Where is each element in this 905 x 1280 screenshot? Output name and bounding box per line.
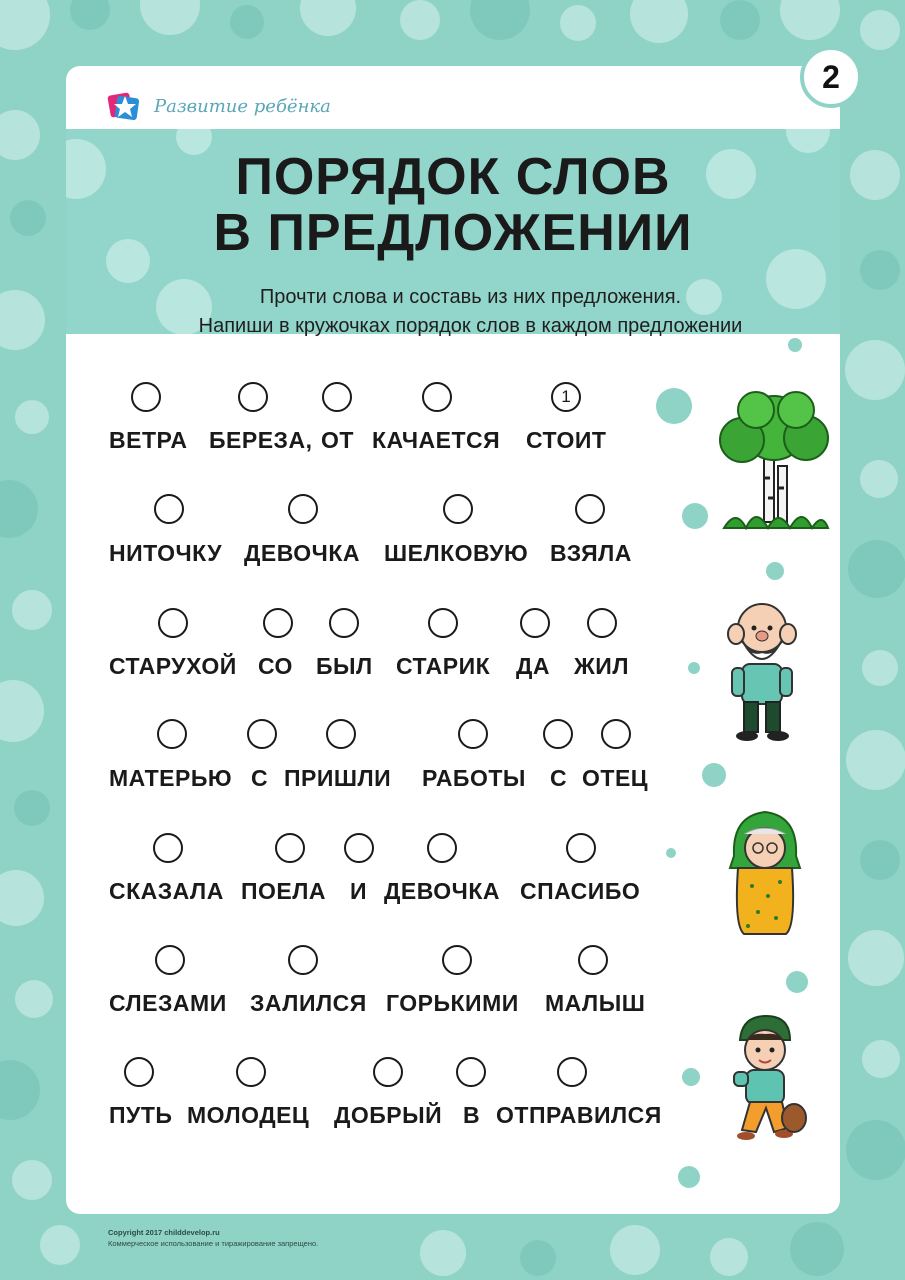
title-line-2: В ПРЕДЛОЖЕНИИ <box>213 204 693 262</box>
decor-dot <box>786 971 808 993</box>
word: ПРИШЛИ <box>284 765 392 791</box>
instruction-line-1: Прочти слова и составь из них предложения. <box>259 286 682 308</box>
word: МОЛОДЕЦ <box>187 1102 310 1128</box>
instruction-line-2: Напиши в кружочках порядок слов в каждом предложении <box>198 315 743 337</box>
answer-circle[interactable] <box>428 608 458 638</box>
word: ШЕЛКОВУЮ <box>384 540 529 566</box>
answer-circle[interactable] <box>155 945 185 975</box>
word: ГОРЬКИМИ <box>386 990 519 1016</box>
answer-circle[interactable] <box>158 608 188 638</box>
answer-circle[interactable] <box>344 833 374 863</box>
answer-circle[interactable] <box>288 494 318 524</box>
instructions <box>66 283 840 341</box>
word: ЖИЛ <box>574 653 629 679</box>
answer-circle[interactable] <box>456 1057 486 1087</box>
answer-circle[interactable] <box>520 608 550 638</box>
title-line-1: ПОРЯДОК СЛОВ <box>235 148 671 206</box>
answer-circle[interactable] <box>131 382 161 412</box>
answer-circle[interactable] <box>157 719 187 749</box>
word: МАТЕРЬЮ <box>109 765 233 791</box>
word: БЕРЕЗА, <box>209 427 313 453</box>
answer-circle[interactable] <box>247 719 277 749</box>
birch-tree-illustration <box>716 388 832 538</box>
word: ДА <box>516 653 550 679</box>
answer-circle[interactable] <box>236 1057 266 1087</box>
word: БЫЛ <box>316 653 373 679</box>
decor-dot <box>788 338 802 352</box>
word: СКАЗАЛА <box>109 878 224 904</box>
worksheet <box>66 66 840 1214</box>
word: СО <box>258 653 293 679</box>
answer-circle[interactable] <box>443 494 473 524</box>
decor-dot <box>678 1166 700 1188</box>
answer-circle[interactable] <box>578 945 608 975</box>
answer-circle[interactable] <box>575 494 605 524</box>
word: СПАСИБО <box>520 878 641 904</box>
word: ВЕТРА <box>109 427 188 453</box>
answer-circle[interactable] <box>566 833 596 863</box>
page-title <box>66 149 840 261</box>
word: СЛЕЗАМИ <box>109 990 227 1016</box>
word: НИТОЧКУ <box>109 540 223 566</box>
answer-circle[interactable] <box>557 1057 587 1087</box>
old-woman-illustration <box>724 806 806 942</box>
decor-dot <box>682 1068 700 1086</box>
answer-circle[interactable] <box>275 833 305 863</box>
answer-circle[interactable] <box>458 719 488 749</box>
word: ОТЕЦ <box>582 765 649 791</box>
answer-circle[interactable] <box>238 382 268 412</box>
word: РАБОТЫ <box>422 765 526 791</box>
answer-circle[interactable] <box>153 833 183 863</box>
word: ВЗЯЛА <box>550 540 632 566</box>
answer-circle[interactable] <box>288 945 318 975</box>
word: ДЕВОЧКА <box>244 540 360 566</box>
word: МАЛЫШ <box>545 990 646 1016</box>
word: ПУТЬ <box>109 1102 173 1128</box>
word: ПОЕЛА <box>241 878 327 904</box>
boy-illustration <box>720 1010 812 1150</box>
word: И <box>350 878 368 904</box>
decor-dot <box>656 388 692 424</box>
answer-circle[interactable] <box>373 1057 403 1087</box>
footer-notice: Коммерческое использование и тиражирование запрещено. <box>108 1239 319 1248</box>
footer <box>108 1227 318 1249</box>
word: ДЕВОЧКА <box>384 878 500 904</box>
word: ЗАЛИЛСЯ <box>250 990 367 1016</box>
word: КАЧАЕТСЯ <box>372 427 501 453</box>
decor-dot <box>766 562 784 580</box>
star-logo-icon <box>106 88 146 124</box>
answer-circle[interactable] <box>124 1057 154 1087</box>
answer-circle[interactable] <box>329 608 359 638</box>
word: ОТПРАВИЛСЯ <box>496 1102 662 1128</box>
page-number-badge: 2 <box>800 46 862 108</box>
answer-circle[interactable] <box>263 608 293 638</box>
word: СТОИТ <box>526 427 607 453</box>
answer-circle[interactable] <box>326 719 356 749</box>
decor-dot <box>702 763 726 787</box>
word: ДОБРЫЙ <box>334 1102 443 1128</box>
footer-copyright: Copyright 2017 childdevelop.ru <box>108 1228 220 1237</box>
decor-dot <box>682 503 708 529</box>
word: ОТ <box>321 427 354 453</box>
word: СТАРИК <box>396 653 491 679</box>
word: В <box>463 1102 481 1128</box>
answer-circle[interactable] <box>322 382 352 412</box>
brand-name: Развитие ребёнка <box>154 95 331 117</box>
answer-circle[interactable] <box>543 719 573 749</box>
answer-circle[interactable] <box>427 833 457 863</box>
word: С <box>251 765 269 791</box>
answer-circle[interactable] <box>601 719 631 749</box>
answer-circle[interactable]: 1 <box>551 382 581 412</box>
word: СТАРУХОЙ <box>109 653 237 679</box>
answer-circle[interactable] <box>587 608 617 638</box>
answer-circle[interactable] <box>422 382 452 412</box>
brand-logo <box>106 88 331 124</box>
decor-dot <box>666 848 676 858</box>
answer-circle[interactable] <box>154 494 184 524</box>
old-man-illustration <box>714 598 810 742</box>
word: С <box>550 765 568 791</box>
answer-circle[interactable] <box>442 945 472 975</box>
decor-dot <box>688 662 700 674</box>
